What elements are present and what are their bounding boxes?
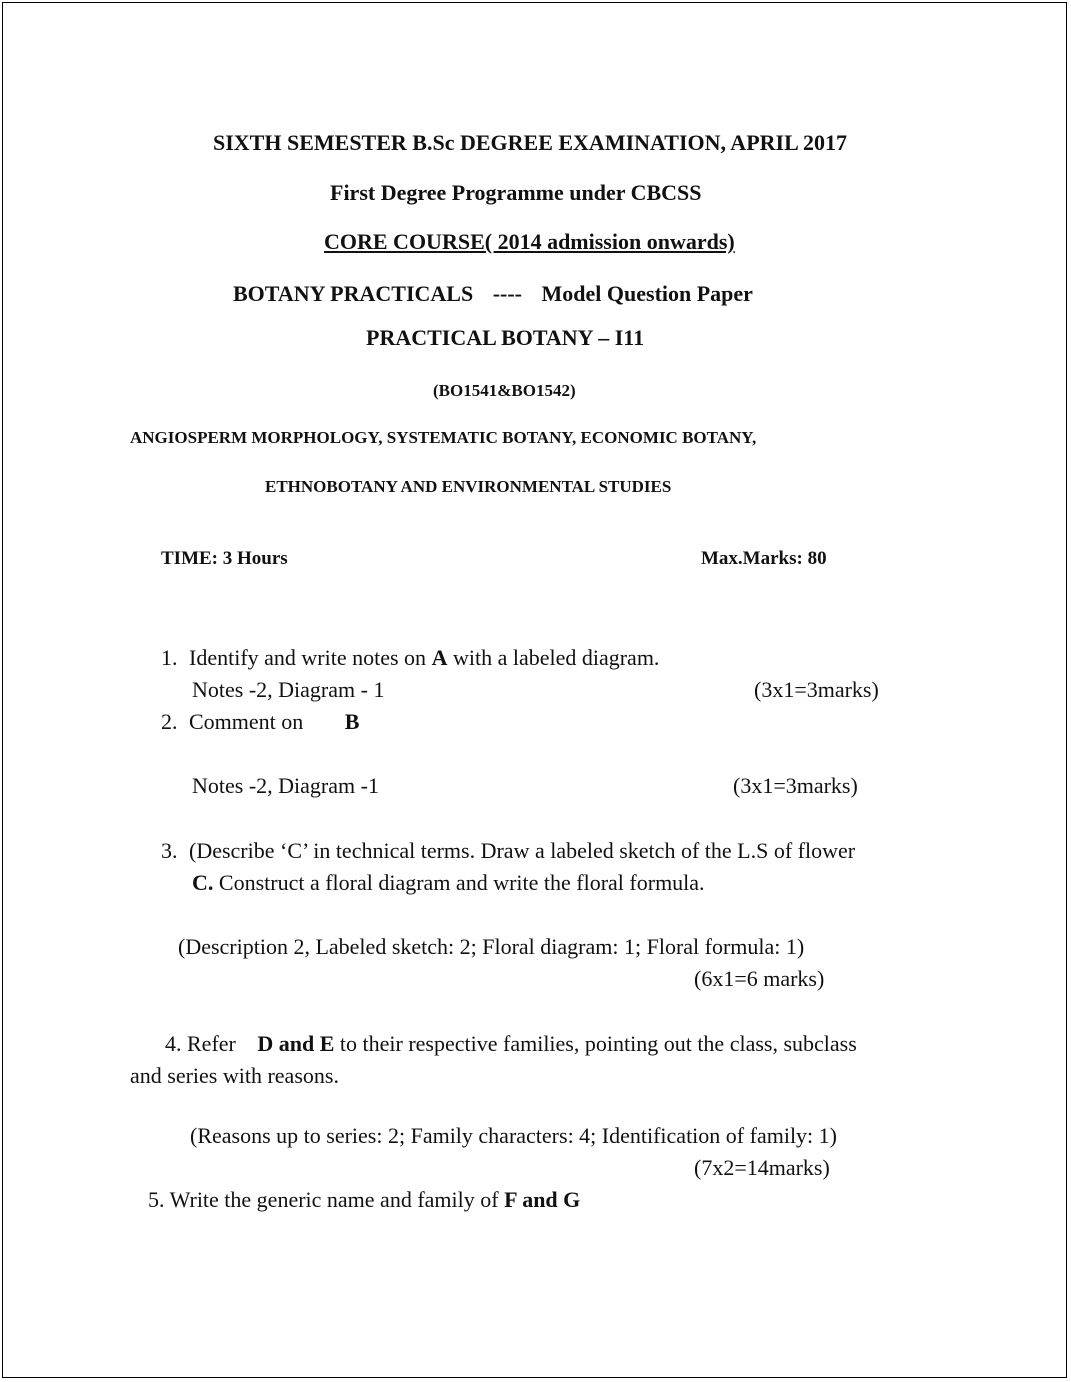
question-2-specimen: B [344, 709, 360, 734]
topics-line-1: ANGIOSPERM MORPHOLOGY, SYSTEMATIC BOTANY, ECONOMIC BOTANY, [130, 428, 757, 447]
topics-line-2: ETHNOBOTANY AND ENVIRONMENTAL STUDIES [265, 477, 672, 496]
question-1-breakdown: Notes -2, Diagram - 1 [192, 677, 385, 702]
course-codes: (BO1541&BO1542) [433, 381, 576, 400]
paper-title: PRACTICAL BOTANY – I11 [366, 325, 645, 350]
question-3-specimen: C. [192, 870, 214, 895]
question-5-number: 5. [148, 1187, 165, 1212]
question-3 [161, 838, 855, 864]
question-3-breakdown: (Description 2, Labeled sketch: 2; Floral diagram: 1; Floral formula: 1) [178, 934, 805, 959]
paper-type: Model Question Paper [541, 281, 753, 306]
question-2-breakdown: Notes -2, Diagram -1 [192, 773, 379, 798]
question-4-marks: (7x2=14marks) [694, 1155, 830, 1180]
question-5-specimens: F and G [504, 1187, 581, 1212]
programme-line: First Degree Programme under CBCSS [330, 180, 702, 205]
question-2-number: 2. [161, 709, 178, 734]
question-4 [165, 1031, 857, 1057]
subject-line [233, 281, 753, 307]
question-1-marks: (3x1=3marks) [754, 677, 879, 702]
question-1-text-post: with a labeled diagram. [447, 645, 660, 670]
question-4-text-post: to their respective families, pointing out the class, subclass [334, 1031, 857, 1056]
question-3-text-2: Construct a floral diagram and write the floral formula. [213, 870, 705, 895]
question-3-marks: (6x1=6 marks) [694, 966, 825, 991]
question-5 [148, 1187, 580, 1213]
course-line: CORE COURSE( 2014 admission onwards) [324, 229, 735, 254]
question-4-text-pre: Refer [187, 1031, 236, 1056]
question-4-breakdown: (Reasons up to series: 2; Family characters: 4; Identification of family: 1) [190, 1123, 837, 1148]
subject-separator: ---- [492, 281, 523, 306]
question-3-text-1: (Describe ‘C’ in technical terms. Draw a labeled sketch of the L.S of flower [189, 838, 856, 863]
question-4-specimens: D and E [257, 1031, 335, 1056]
question-2 [161, 709, 359, 735]
question-5-text: Write the generic name and family of [169, 1187, 505, 1212]
max-marks: Max.Marks: 80 [701, 548, 827, 569]
question-4-continuation: and series with reasons. [130, 1063, 339, 1088]
question-1 [161, 645, 659, 671]
exam-title: SIXTH SEMESTER B.Sc DEGREE EXAMINATION, APRIL 2017 [213, 130, 848, 155]
question-2-text: Comment on [189, 709, 304, 734]
question-2-marks: (3x1=3marks) [733, 773, 858, 798]
exam-time: TIME: 3 Hours [161, 548, 288, 569]
question-4-number: 4. [165, 1031, 182, 1056]
question-1-text-pre: Identify and write notes on [189, 645, 432, 670]
question-3-line-2 [192, 870, 705, 896]
subject-name: BOTANY PRACTICALS [233, 281, 474, 306]
question-3-number: 3. [161, 838, 178, 863]
page-border [2, 2, 1067, 1378]
question-1-number: 1. [161, 645, 178, 670]
question-1-specimen: A [431, 645, 448, 670]
